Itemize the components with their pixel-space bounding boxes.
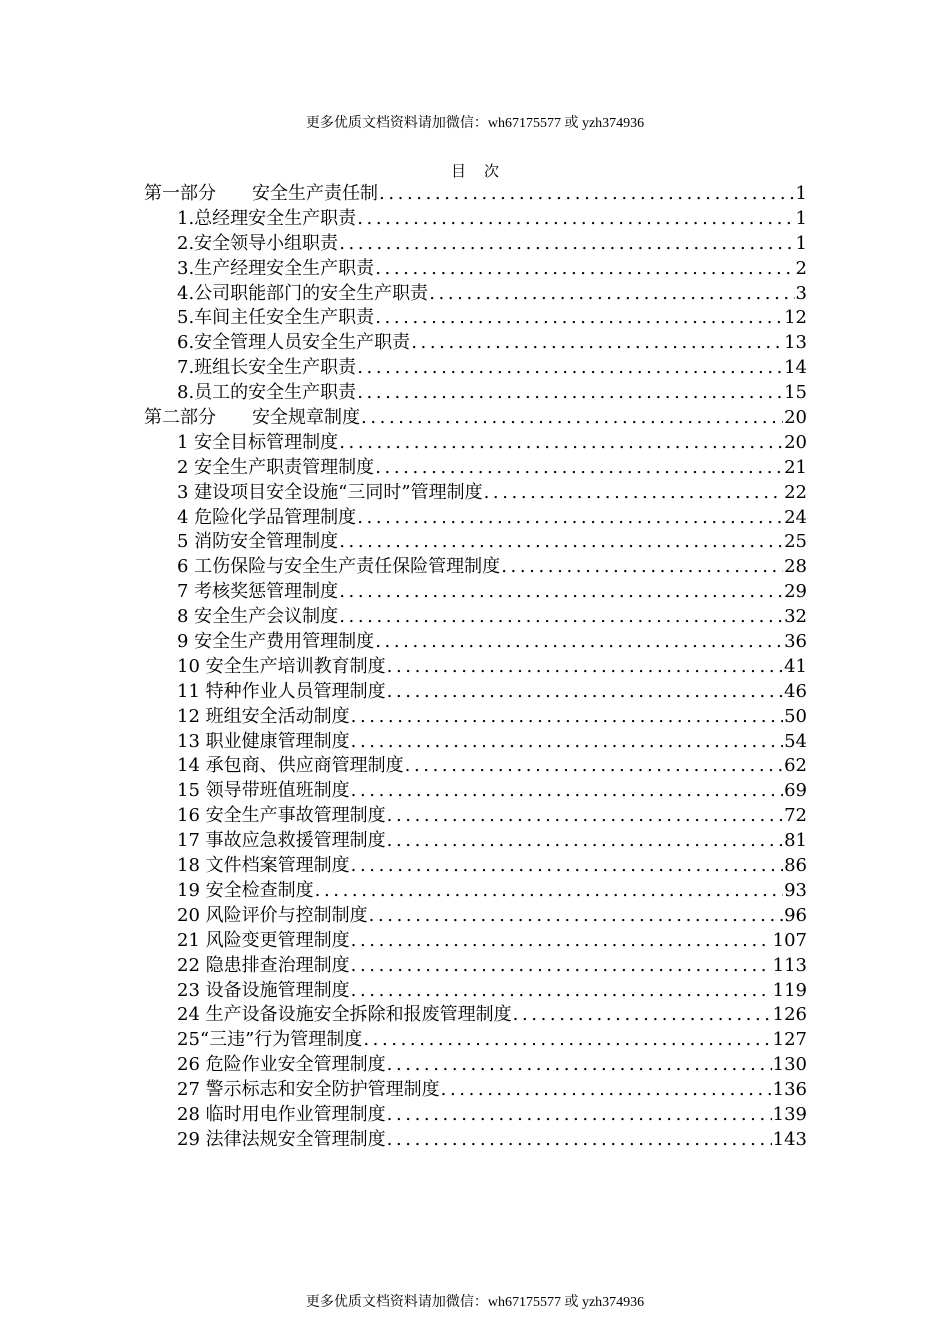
- toc-page-number: 2: [795, 257, 807, 279]
- toc-item[interactable]: [144, 1128, 807, 1153]
- toc-item[interactable]: [144, 754, 807, 779]
- toc-item[interactable]: [144, 306, 807, 331]
- toc-page-number: 143: [772, 1128, 807, 1150]
- toc-item-label: 20 风险评价与控制制度: [177, 904, 368, 926]
- toc-page-number: 1: [795, 183, 807, 204]
- toc-item-label: 6.安全管理人员安全生产职责: [177, 332, 411, 354]
- toc-item[interactable]: [144, 481, 807, 506]
- toc-leader-dots: [375, 630, 783, 655]
- toc-item-label: 14 承包商、供应商管理制度: [177, 755, 404, 777]
- toc-item-label: 13 职业健康管理制度: [177, 730, 350, 752]
- toc-item[interactable]: [144, 804, 807, 829]
- toc-item[interactable]: [144, 456, 807, 481]
- toc-item[interactable]: [144, 381, 807, 406]
- toc-item-label: 8 安全生产会议制度: [177, 606, 339, 628]
- toc-page-number: 107: [772, 929, 807, 951]
- toc-item-label: 22 隐患排查治理制度: [177, 954, 350, 976]
- toc-item-label: 18 文件档案管理制度: [177, 855, 350, 877]
- toc-leader-dots: [375, 456, 783, 481]
- toc-page-number: 20: [784, 431, 807, 453]
- toc-leader-dots: [387, 1128, 772, 1153]
- toc-page-number: 119: [772, 979, 807, 1001]
- toc-page-number: 113: [772, 954, 807, 976]
- toc-item[interactable]: [144, 779, 807, 804]
- toc-page-number: 12: [784, 307, 807, 329]
- toc-item-label: 24 生产设备设施安全拆除和报废管理制度: [177, 1004, 512, 1026]
- toc-item[interactable]: [144, 904, 807, 929]
- toc-leader-dots: [387, 804, 783, 829]
- toc-section-heading[interactable]: [144, 182, 807, 207]
- toc-page-number: 50: [784, 705, 807, 727]
- toc-item-label: 12 班组安全活动制度: [177, 705, 350, 727]
- toc-page-number: 14: [784, 357, 807, 379]
- toc-item[interactable]: [144, 705, 807, 730]
- toc-item-label: 5.车间主任安全生产职责: [177, 307, 375, 329]
- toc-item[interactable]: [144, 879, 807, 904]
- toc-leader-dots: [351, 854, 783, 879]
- toc-page-number: 136: [772, 1079, 807, 1101]
- toc-item-label: 21 风险变更管理制度: [177, 929, 350, 951]
- toc-leader-dots: [375, 257, 794, 282]
- toc-item-label: 11 特种作业人员管理制度: [177, 680, 386, 702]
- toc-item[interactable]: [144, 1078, 807, 1103]
- toc-leader-dots: [375, 306, 783, 331]
- toc-item-label: 10 安全生产培训教育制度: [177, 655, 386, 677]
- toc-item[interactable]: [144, 207, 807, 232]
- toc-item[interactable]: [144, 829, 807, 854]
- toc-item[interactable]: [144, 730, 807, 755]
- toc-item-label: 26 危险作业安全管理制度: [177, 1054, 386, 1076]
- toc-item[interactable]: [144, 580, 807, 605]
- toc-item[interactable]: [144, 929, 807, 954]
- toc-leader-dots: [339, 530, 783, 555]
- toc-leader-dots: [379, 182, 795, 207]
- toc-leader-dots: [387, 680, 783, 705]
- toc-item-label: 19 安全检查制度: [177, 879, 314, 901]
- toc-leader-dots: [387, 1103, 772, 1128]
- toc-item[interactable]: [144, 232, 807, 257]
- toc-item[interactable]: [144, 979, 807, 1004]
- toc-page-number: 54: [784, 730, 807, 752]
- toc-page-number: 126: [772, 1004, 807, 1026]
- toc-page-number: 69: [784, 780, 807, 802]
- toc-page-number: 81: [784, 830, 807, 852]
- toc-item[interactable]: [144, 680, 807, 705]
- toc-page-number: 1: [795, 207, 807, 229]
- toc-item-label: 5 消防安全管理制度: [177, 531, 339, 553]
- toc-item[interactable]: [144, 630, 807, 655]
- toc-leader-dots: [339, 580, 783, 605]
- toc-page-number: 20: [784, 407, 807, 429]
- toc-page-number: 15: [784, 382, 807, 404]
- toc-item-label: 23 设备设施管理制度: [177, 979, 350, 1001]
- toc-item-label: 7.班组长安全生产职责: [177, 357, 357, 379]
- toc-leader-dots: [351, 929, 772, 954]
- toc-page-number: 25: [784, 531, 807, 553]
- toc-page-number: 96: [784, 904, 807, 926]
- toc-leader-dots: [363, 1028, 771, 1053]
- toc-item-label: 1 安全目标管理制度: [177, 431, 339, 453]
- toc-item-label: 2 安全生产职责管理制度: [177, 456, 375, 478]
- toc-page-number: 72: [784, 805, 807, 827]
- toc-item[interactable]: [144, 1028, 807, 1053]
- toc-leader-dots: [339, 605, 783, 630]
- toc-page-number: 21: [784, 456, 807, 478]
- toc-leader-dots: [351, 779, 783, 804]
- toc-item[interactable]: [144, 506, 807, 531]
- toc-leader-dots: [315, 879, 783, 904]
- toc-page-number: 41: [784, 655, 807, 677]
- toc-leader-dots: [361, 406, 783, 431]
- toc-page-number: 29: [784, 581, 807, 603]
- toc-leader-dots: [405, 754, 783, 779]
- toc-item-label: 7 考核奖惩管理制度: [177, 581, 339, 603]
- toc-item[interactable]: [144, 257, 807, 282]
- toc-leader-dots: [387, 829, 783, 854]
- toc-item-label: 2.安全领导小组职责: [177, 232, 339, 254]
- toc-page-number: 32: [784, 606, 807, 628]
- toc-page-number: 62: [784, 755, 807, 777]
- toc-page-number: 130: [772, 1054, 807, 1076]
- toc-item[interactable]: [144, 1003, 807, 1028]
- toc-page-number: 46: [784, 680, 807, 702]
- toc-item-label: 15 领导带班值班制度: [177, 780, 350, 802]
- toc-item[interactable]: [144, 431, 807, 456]
- toc-item-label: 27 警示标志和安全防护管理制度: [177, 1079, 440, 1101]
- toc-item[interactable]: [144, 356, 807, 381]
- toc-item-label: 3 建设项目安全设施“三同时”管理制度: [177, 481, 483, 503]
- toc-item[interactable]: [144, 530, 807, 555]
- toc-page-number: 127: [772, 1029, 807, 1051]
- toc-item[interactable]: [144, 555, 807, 580]
- toc-item[interactable]: [144, 1053, 807, 1078]
- toc-leader-dots: [351, 730, 783, 755]
- toc-page-number: 36: [784, 631, 807, 653]
- toc-item[interactable]: [144, 605, 807, 630]
- toc-item[interactable]: [144, 655, 807, 680]
- page-footer: 更多优质文档资料请加微信：wh67175577 或 yzh374936: [305, 1295, 645, 1310]
- toc-leader-dots: [351, 979, 772, 1004]
- table-of-contents: [144, 182, 807, 1153]
- toc-leader-dots: [369, 904, 783, 929]
- toc-leader-dots: [357, 381, 783, 406]
- toc-item[interactable]: [144, 1103, 807, 1128]
- toc-page-number: 139: [772, 1103, 807, 1125]
- toc-leader-dots: [357, 207, 794, 232]
- toc-item-label: 25“三违”行为管理制度: [177, 1029, 363, 1051]
- toc-page-number: 28: [784, 556, 807, 578]
- toc-leader-dots: [339, 232, 794, 257]
- toc-page-number: 93: [784, 879, 807, 901]
- toc-leader-dots: [513, 1003, 772, 1028]
- toc-leader-dots: [387, 655, 783, 680]
- toc-item-label: 16 安全生产事故管理制度: [177, 805, 386, 827]
- toc-section-heading[interactable]: [144, 406, 807, 431]
- toc-leader-dots: [501, 555, 783, 580]
- toc-item-label: 4.公司职能部门的安全生产职责: [177, 282, 429, 304]
- toc-leader-dots: [357, 356, 783, 381]
- toc-page-number: 22: [784, 481, 807, 503]
- toc-item[interactable]: [144, 854, 807, 879]
- toc-item-label: 29 法律法规安全管理制度: [177, 1128, 386, 1150]
- toc-item[interactable]: [144, 282, 807, 307]
- toc-leader-dots: [339, 431, 783, 456]
- toc-item-label: 8.员工的安全生产职责: [177, 382, 357, 404]
- toc-item-label: 6 工伤保险与安全生产责任保险管理制度: [177, 556, 501, 578]
- toc-page-number: 13: [784, 332, 807, 354]
- toc-page-number: 86: [784, 855, 807, 877]
- toc-item-label: 28 临时用电作业管理制度: [177, 1103, 386, 1125]
- toc-item-label: 3.生产经理安全生产职责: [177, 257, 375, 279]
- toc-title: 目次: [450, 162, 517, 180]
- toc-leader-dots: [351, 705, 783, 730]
- toc-leader-dots: [387, 1053, 772, 1078]
- toc-leader-dots: [484, 481, 784, 506]
- toc-item-label: 17 事故应急救援管理制度: [177, 830, 386, 852]
- page-header: 更多优质文档资料请加微信：wh67175577 或 yzh374936: [305, 116, 645, 131]
- toc-leader-dots: [429, 282, 794, 307]
- toc-page-number: 1: [795, 232, 807, 254]
- toc-page-number: 3: [795, 282, 807, 304]
- toc-item[interactable]: [144, 331, 807, 356]
- toc-item-label: 第一部分 安全生产责任制: [144, 183, 378, 204]
- toc-item-label: 1.总经理安全生产职责: [177, 207, 357, 229]
- toc-item-label: 4 危险化学品管理制度: [177, 506, 357, 528]
- toc-page-number: 24: [784, 506, 807, 528]
- toc-item[interactable]: [144, 954, 807, 979]
- toc-leader-dots: [351, 954, 772, 979]
- toc-item-label: 第二部分 安全规章制度: [144, 407, 360, 429]
- toc-leader-dots: [411, 331, 783, 356]
- toc-leader-dots: [441, 1078, 772, 1103]
- toc-leader-dots: [357, 506, 783, 531]
- toc-item-label: 9 安全生产费用管理制度: [177, 631, 375, 653]
